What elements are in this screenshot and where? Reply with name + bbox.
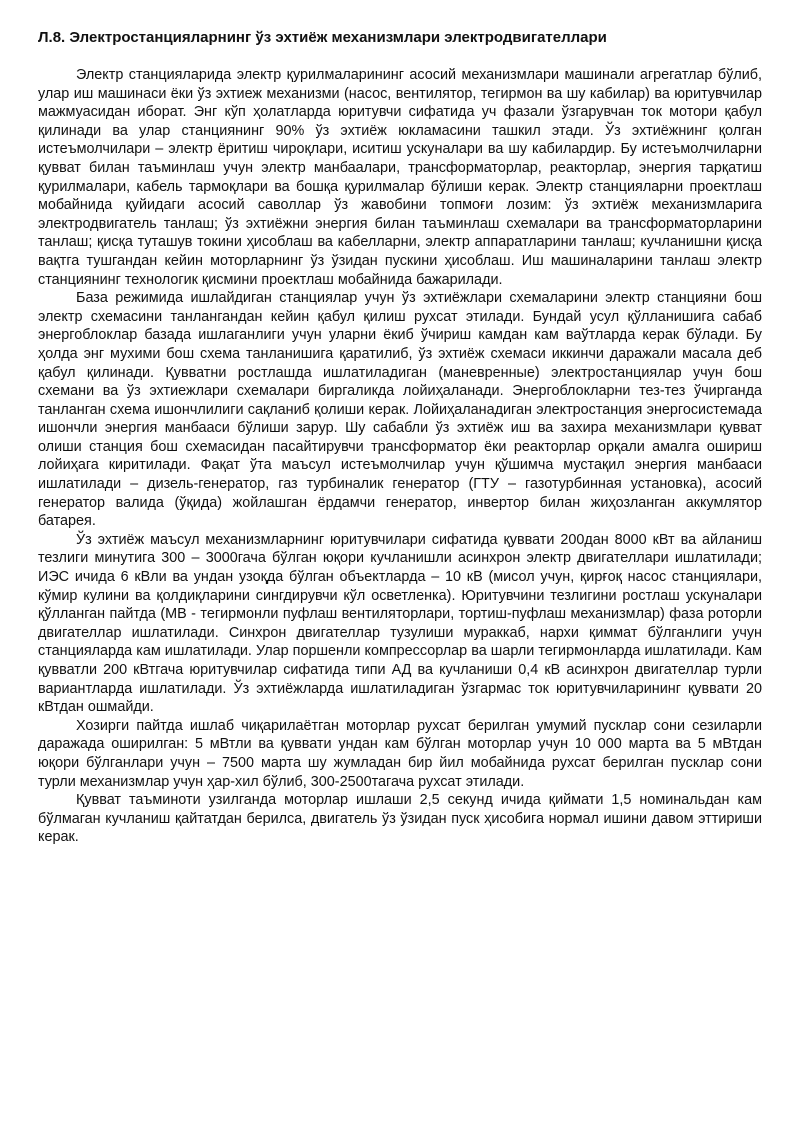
paragraph-2: База режимида ишлайдиган станциялар учун ўз эхтиёжлари схемаларини электр станцияни бош электр схемасини танлангандан кейин қабул қилиш рухсат этилади. Бундай усул қўлланишига сабаб энергоблоклар базада ишлаганлиги учун уларни ёкиб ўчириш камдан кам ваўтларда керак бўлади. Бу ҳолда энг мухими бош схема танланишига қаратилиб, ўз эхтиёж схемаси иккинчи даражали масала деб қабул қилинади. Қувватни ростлашда ишлатиладиган (маневренные) электростанциялар учун бош схемани ва ўз эхтиежлари схемалари биргаликда лойиҳаланади. Энергоблокларни тез-тез ўчирганда танланган схема ишончлилиги сақланиб қолиши керак. Лойиҳаланадиган электростанция энергосистемада ишончли энергия манбааси бўлиши зарур. Шу сабабли ўз эхтиёж иш ва захира механизмлари қувват олиши станция бош схемасидан пасайтирувчи трансформатор ёки реакторлар орқали амалга ошириш лойиҳага киритилади. Фақат ўта маъсул истеъмолчилар учун қўшимча мустақил энергия манбааси ишлатилади – дизель-генератор, газ турбиналик генератор (ГТУ – газотурбинная установка), асосий генератор валида (ўқида) жойлашган ёрдамчи генератор, инвертор билан жиҳозланган аккумлятор батарея. xyxy=(38,290,762,530)
paragraph-1: Электр станцияларида электр қурилмаларининг асосий механизмлари машинали агрегатлар бўлиб, улар иш машинаси ёки ўз эхтиеж механизми (насос, вентилятор, тегирмон ва шу кабилар) ва юритувчилар мажмуасидан иборат. Энг кўп ҳолатларда юритувчи сифатида уч фазали ўзгарувчан ток мотори қабул қилинади ва улар станциянинг 90% ўз эхтиёж юкламасини ташкил этади. Ўз эхтиёжнинг қолган истеъмолчилари – электр ёритиш чироқлари, иситиш ускуналари ва шу кабилардир. Бу истеъмолчиларни қувват билан таъминлаш учун электр манбаалари, трансформаторлар, реакторлар, энергия тарқатиш қурилмалари, кабель тармоқлари ва бошқа қурилмалар бўлиши керак. Электр станцияларни проектлаш мобайнида қуйидаги асосий саволлар ўз жавобини топмоғи лозим: ўз эхтиёж механизмларига электродвигатель танлаш; ўз эхтиёжни энергия билан таъминлаш схемалари ва трансформаторларини танлаш; қисқа туташув токини ҳисоблаш ва кабелларни, электр аппаратларини танлаш; кучланишни қисқа вақтга тушгандан кейин моторларнинг ўз ўзидан пускини ҳисоблаш. Иш машиналарини танлаш электр станциянинг технологик қисмини проектлаш мобайнида бажарилади. xyxy=(38,67,762,288)
paragraph-5: Қувват таъминоти узилганда моторлар ишлаши 2,5 секунд ичида қиймати 1,5 номинальдан кам бўлмаган кучланиш қайтатдан берилса, двигатель ўз ўзидан пуск ҳисобига нормал ишини давом эттириши керак. xyxy=(38,792,762,846)
section-heading: Л.8. Электростанцияларнинг ўз эхтиёж механизмлари электродвигателлари xyxy=(38,29,607,46)
document-page xyxy=(38,28,762,847)
paragraph-4: Хозирги пайтда ишлаб чиқарилаётган моторлар рухсат берилган умумий пусклар сони сезиларли даражада оширилган: 5 мВтли ва қуввати ундан кам бўлган моторлар учун 10 000 марта ва 5 мВтдан юқори бўлганлари учун – 7500 марта шу жумладан бир йил мобайнида рухсат берилган пусклар сони турли механизмлар учун ҳар-хил бўлиб, 300-2500тагача рухсат этилади. xyxy=(38,717,762,790)
paragraph-3: Ўз эхтиёж маъсул механизмларнинг юритувчилари сифатида қуввати 200дан 8000 кВт ва айланиш тезлиги минутига 300 – 3000гача бўлган юқори кучланишли асинхрон электр двигателлари ишлатилади; ИЭС ичида 6 кВли ва ундан узоқда бўлган объектларда – 10 кВ (мисол учун, қирғоқ насос станциялари, кўмир кулини ва қолдиқларини сингдирувчи кўл осветленка). Юритувчини тезлигини ростлаш ускуналари қўлланган пайтда (МВ - тегирмонли пуфлаш вентиляторлари, тортиш-пуфлаш механизмлар) фаза роторли двигателлар ишлатилади. Синхрон двигателлар тузулиши мураккаб, нархи қиммат бўлганлиги учун станцияларда кам ишлатилади. Улар поршенли компрессорлар ва шарли тегирмонларда ишлатилади. Кам қувватли 200 кВтгача юритувчилар сифатида типи АД ва кучланиши 0,4 кВ асинхрон двигателлар турли вариантларда ишлатилади. Ўз эхтиёжларда ишлатиладиган ўзгармас ток юритувчиларининг қуввати 20 кВтдан ошмайди. xyxy=(38,531,762,716)
